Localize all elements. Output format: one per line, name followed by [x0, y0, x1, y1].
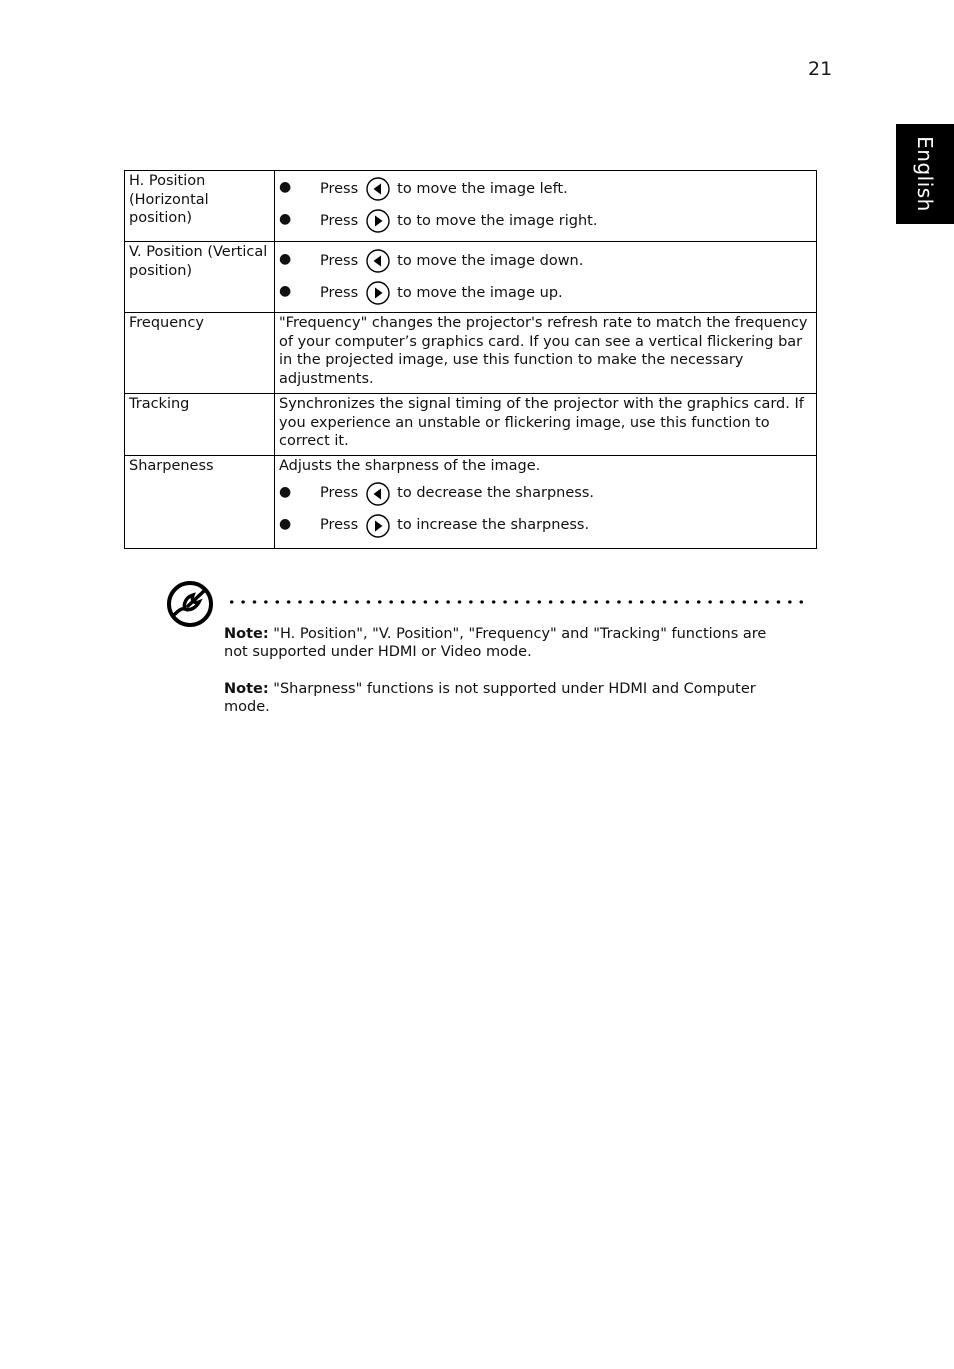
note-label: Note: [224, 626, 269, 642]
bullet-dot: ● [279, 483, 292, 500]
list-item [279, 478, 812, 510]
list-item [279, 510, 812, 542]
list-item [279, 205, 812, 237]
list-item [279, 245, 812, 277]
right-arrow-icon [366, 514, 390, 538]
right-arrow-icon [366, 209, 390, 233]
setting-text: Adjusts the sharpness of the image. [279, 458, 541, 474]
setting-label: Frequency [125, 313, 275, 394]
left-arrow-icon [366, 249, 390, 273]
press-word: Press [320, 212, 359, 229]
note-body: "Sharpness" functions is not supported under HDMI and Computer mode. [224, 681, 756, 716]
table-row [125, 394, 817, 456]
bullet-text: to move the image up. [397, 284, 563, 301]
list-item [279, 277, 812, 309]
setting-label: H. Position (Horizontal position) [125, 171, 275, 242]
page-number: 21 [808, 58, 833, 80]
setting-label: Sharpeness [125, 456, 275, 549]
setting-description [275, 171, 817, 242]
bullet-text: to to move the image right. [397, 212, 598, 229]
note-icon [166, 580, 214, 628]
language-tab [896, 124, 954, 224]
note-paragraph [224, 680, 794, 717]
bullet-text: to move the image down. [397, 252, 584, 269]
note-label: Note: [224, 681, 269, 697]
setting-description [275, 456, 817, 549]
bullet-dot: ● [279, 179, 292, 195]
setting-description [275, 242, 817, 313]
setting-description [275, 394, 817, 456]
press-word: Press [320, 485, 359, 502]
right-arrow-icon [366, 281, 390, 305]
table-row [125, 242, 817, 313]
bullet-dot: ● [279, 283, 292, 299]
bullet-dot: ● [279, 251, 292, 267]
bullet-text: to increase the sharpness. [397, 517, 590, 534]
table-row [125, 171, 817, 242]
list-item [279, 173, 812, 205]
setting-description [275, 313, 817, 394]
note-body: "H. Position", "V. Position", "Frequency" and "Tracking" functions are not supported under HDMI or Video mode. [224, 626, 767, 661]
bullet-text: to decrease the sharpness. [397, 485, 594, 502]
bullet-text: to move the image left. [397, 180, 568, 197]
bullet-dot: ● [279, 211, 292, 227]
settings-table [124, 170, 817, 549]
setting-text: Synchronizes the signal timing of the projector with the graphics card. If you experience an unstable or flickering image, use this function to correct it. [279, 396, 804, 449]
press-word: Press [320, 284, 359, 301]
table-row [125, 456, 817, 549]
press-word: Press [320, 180, 359, 197]
note-divider [226, 600, 809, 604]
language-tab-label: English [913, 136, 937, 212]
left-arrow-icon [366, 177, 390, 201]
table-row [125, 313, 817, 394]
press-word: Press [320, 252, 359, 269]
setting-label: V. Position (Vertical position) [125, 242, 275, 313]
press-word: Press [320, 517, 359, 534]
note-paragraph [224, 625, 794, 662]
setting-text: "Frequency" changes the projector's refresh rate to match the frequency of your computer’s graphics card. If you can see a vertical flickering bar in the projected image, use this function to make the necessary adjustments. [279, 315, 808, 387]
left-arrow-icon [366, 482, 390, 506]
setting-label: Tracking [125, 394, 275, 456]
bullet-dot: ● [279, 515, 292, 532]
